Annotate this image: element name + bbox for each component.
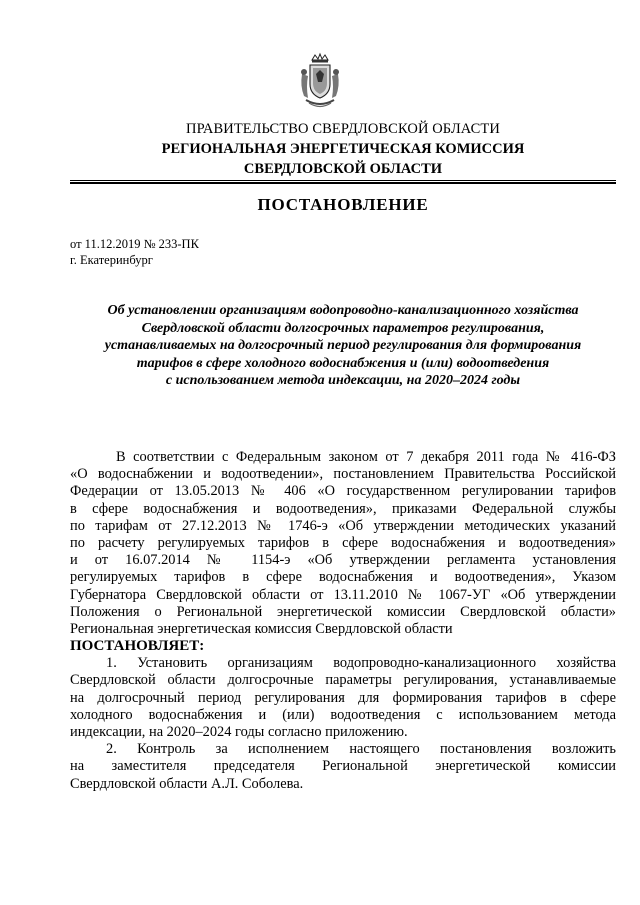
header-government: ПРАВИТЕЛЬСТВО СВЕРДЛОВСКОЙ ОБЛАСТИ [186, 121, 500, 137]
item-1-line: индексации, на 2020–2024 годы согласно приложению. [70, 724, 408, 740]
header-commission: РЕГИОНАЛЬНАЯ ЭНЕРГЕТИЧЕСКАЯ КОМИССИЯ [161, 141, 525, 157]
preamble-line: Положения о Региональной энергетической комиссии Свердловской области» [70, 603, 616, 620]
resolves-heading: ПОСТАНОВЛЯЕТ: [70, 638, 205, 655]
item-1-line: холодного водоснабжения и (или) водоотведения с использованием метода [70, 706, 616, 723]
item-1-line: Свердловской области долгосрочные параметры регулирования, устанавливаемые [70, 672, 616, 689]
preamble-line: регулируемых тарифов в сфере водоснабжения и водоотведения», Указом [70, 569, 616, 586]
preamble-line: в сфере водоснабжения и водоотведения», приказами Федеральной службы [70, 500, 616, 517]
preamble-line: по тарифам от 27.12.2013 № 1746-э «Об утверждении методических указаний [70, 517, 616, 534]
document-title [70, 302, 616, 390]
item-2-line: Свердловской области А.Л. Соболева. [70, 775, 304, 792]
document-body [70, 449, 616, 793]
title-line: тарифов в сфере холодного водоснабжения и (или) водоотведения [136, 355, 550, 371]
title-line: устанавливаемых на долгосрочный период регулирования для формирования [104, 338, 582, 353]
document-type-heading: ПОСТАНОВЛЕНИЕ [257, 195, 429, 214]
preamble-line: В соответствии с Федеральным законом от 7 декабря 2011 года № 416-ФЗ [116, 449, 616, 465]
header-divider-thin [70, 180, 616, 181]
preamble-line: Региональная энергетическая комиссия Свердловской области [70, 620, 453, 637]
title-line: Об установлении организациям водопроводно-канализационного хозяйства [107, 303, 579, 318]
document-city: г. Екатеринбург [70, 253, 153, 267]
item-2-line: 2. Контроль за исполнением настоящего постановления возложить [106, 741, 616, 758]
preamble-line: Федерации от 13.05.2013 № 406 «О государственном регулировании тарифов [70, 483, 616, 500]
preamble-line: Губернатора Свердловской области от 13.11.2010 № 1067-УГ «Об утверждении [70, 586, 616, 603]
preamble-line: «О водоснабжении и водоотведении», постановлением Правительства Российской [70, 466, 616, 483]
preamble-line: и от 16.07.2014 № 1154-э «Об утверждении регламента установления [70, 552, 616, 569]
title-line: Свердловской области долгосрочных параметров регулирования, [141, 320, 545, 336]
document-date-number: от 11.12.2019 № 233-ПК [70, 237, 199, 251]
preamble-line: по расчету регулируемых тарифов в сфере водоснабжения и водоотведения» [70, 534, 616, 551]
item-1-line: 1. Установить организациям водопроводно-канализационного хозяйства [106, 655, 616, 672]
header-divider-thick [70, 182, 616, 184]
header-region: СВЕРДЛОВСКОЙ ОБЛАСТИ [243, 161, 443, 177]
coat-of-arms-icon [298, 52, 342, 112]
title-line: с использованием метода индексации, на 2020–2024 годы [165, 373, 521, 388]
item-2-line: на заместителя председателя Региональной энергетической комиссии [70, 758, 616, 775]
item-1-line: на долгосрочный период регулирования для формирования тарифов в сфере [70, 689, 616, 706]
